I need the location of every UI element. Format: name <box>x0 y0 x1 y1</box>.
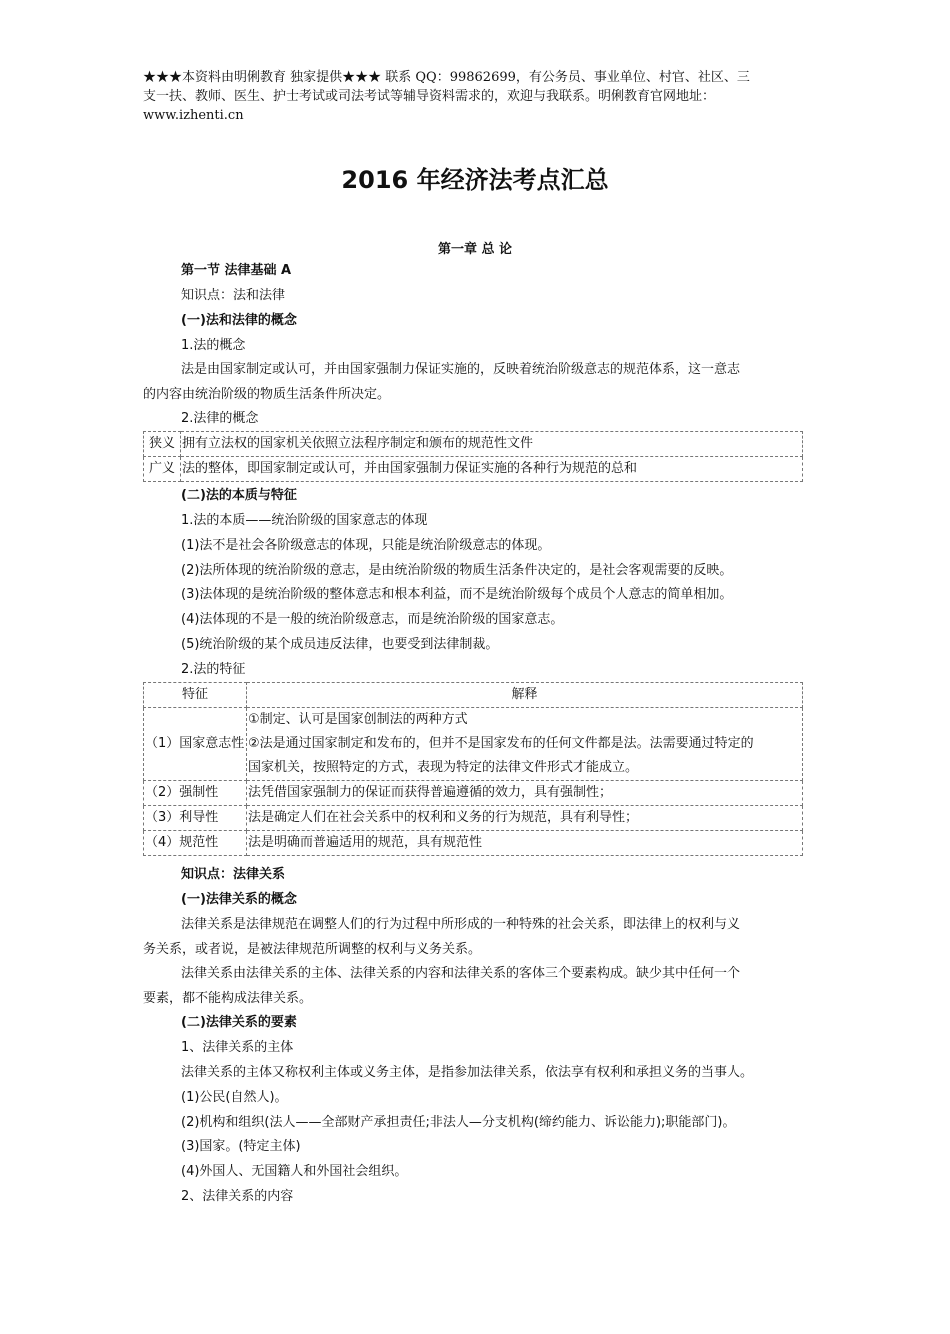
paragraph-line: 务关系，或者说，是被法律规范所调整的权利与义务关系。 <box>143 942 482 957</box>
table-row <box>144 457 803 482</box>
knowledge-point: 知识点：法和法律 <box>181 288 286 303</box>
table-row <box>144 806 803 831</box>
document-title: 2016 年经济法考点汇总 <box>341 166 609 194</box>
table-cell-key: （4）规范性 <box>144 831 247 856</box>
table-row <box>144 831 803 856</box>
law-definition-table <box>143 431 803 482</box>
list-item: (4)外国人、无国籍人和外国社会组织。 <box>181 1164 408 1179</box>
item-heading: 1.法的本质——统治阶级的国家意志的体现 <box>181 513 428 528</box>
paragraph-line: 法律关系是法律规范在调整人们的行为过程中所形成的一种特殊的社会关系，即法律上的权利与义 <box>181 917 741 932</box>
item-heading: 1.法的概念 <box>181 338 246 353</box>
table-cell-key: （2）强制性 <box>144 781 247 806</box>
table-cell-value: 法的整体，即国家制定或认可，并由国家强制力保证实施的各种行为规范的总和 <box>181 457 803 482</box>
list-item: (3)国家。(特定主体) <box>181 1139 301 1154</box>
table-cell-value <box>247 708 803 781</box>
list-item: (5)统治阶级的某个成员违反法律，也要受到法律制裁。 <box>181 637 499 652</box>
item-heading: 2.法的特征 <box>181 662 246 677</box>
table-cell-value: 法是确定人们在社会关系中的权利和义务的行为规范，具有利导性； <box>247 806 803 831</box>
list-item: (2)法所体现的统治阶级的意志，是由统治阶级的物质生活条件决定的，是社会客观需要的反映。 <box>181 563 733 578</box>
list-item: (2)机构和组织(法人——全部财产承担责任;非法人—分支机构(缔约能力、诉讼能力);职能部门)。 <box>181 1115 736 1130</box>
cell-line: 国家机关，按照特定的方式，表现为特定的法律文件形式才能成立。 <box>248 760 639 775</box>
list-item: (4)法体现的不是一般的统治阶级意志，而是统治阶级的国家意志。 <box>181 612 564 627</box>
knowledge-point: 知识点：法律关系 <box>181 867 286 882</box>
item-heading: 1、法律关系的主体 <box>181 1040 294 1055</box>
table-row <box>144 432 803 457</box>
paragraph-line: 要素，都不能构成法律关系。 <box>143 991 313 1006</box>
chapter-heading: 第一章 总 论 <box>437 242 513 257</box>
table-row <box>144 708 803 781</box>
table-cell-key: （3）利导性 <box>144 806 247 831</box>
paragraph-line: 法是由国家制定或认可，并由国家强制力保证实施的，反映着统治阶级意志的规范体系，这一意志 <box>181 362 741 377</box>
subheading: (二)法的本质与特征 <box>181 488 297 503</box>
header-url: www.izhenti.cn <box>143 108 244 123</box>
table-header: 解释 <box>247 683 803 708</box>
table-cell-value: 拥有立法权的国家机关依照立法程序制定和颁布的规范性文件 <box>181 432 803 457</box>
list-item: (1)法不是社会各阶级意志的体现，只能是统治阶级意志的体现。 <box>181 538 551 553</box>
paragraph-line: 法律关系的主体又称权利主体或义务主体，是指参加法律关系，依法享有权利和承担义务的当事人。 <box>181 1065 754 1080</box>
cell-line: ②法是通过国家制定和发布的，但并不是国家发布的任何文件都是法。法需要通过特定的 <box>248 736 754 751</box>
subheading: (一)法律关系的概念 <box>181 892 297 907</box>
item-heading: 2、法律关系的内容 <box>181 1189 294 1204</box>
header-line: 支一扶、教师、医生、护士考试或司法考试等辅导资料需求的，欢迎与我联系。明俐教育官网地址： <box>143 89 716 104</box>
table-header: 特征 <box>144 683 247 708</box>
table-cell-key: 广义 <box>144 457 181 482</box>
header-notice <box>143 68 808 125</box>
law-features-table <box>143 682 803 856</box>
subheading: (二)法律关系的要素 <box>181 1015 297 1030</box>
header-line: ★★★本资料由明俐教育 独家提供★★★ 联系 QQ：99862699，有公务员、事业单位、村官、社区、三 <box>143 70 750 85</box>
subheading: (一)法和法律的概念 <box>181 313 297 328</box>
paragraph-line: 法律关系由法律关系的主体、法律关系的内容和法律关系的客体三个要素构成。缺少其中任何一个 <box>181 966 741 981</box>
item-heading: 2.法律的概念 <box>181 411 259 426</box>
list-item: (3)法体现的是统治阶级的整体意志和根本利益，而不是统治阶级每个成员个人意志的简单相加。 <box>181 587 733 602</box>
section-heading: 第一节 法律基础 A <box>181 263 292 278</box>
paragraph-line: 的内容由统治阶级的物质生活条件所决定。 <box>143 387 391 402</box>
cell-line: ①制定、认可是国家创制法的两种方式 <box>248 712 468 727</box>
table-row <box>144 781 803 806</box>
table-cell-key: （1）国家意志性 <box>144 708 247 781</box>
table-header-row <box>144 683 803 708</box>
list-item: (1)公民(自然人)。 <box>181 1090 288 1105</box>
table-cell-value: 法是明确而普遍适用的规范，具有规范性 <box>247 831 803 856</box>
table-cell-key: 狭义 <box>144 432 181 457</box>
table-cell-value: 法凭借国家强制力的保证而获得普遍遵循的效力，具有强制性； <box>247 781 803 806</box>
